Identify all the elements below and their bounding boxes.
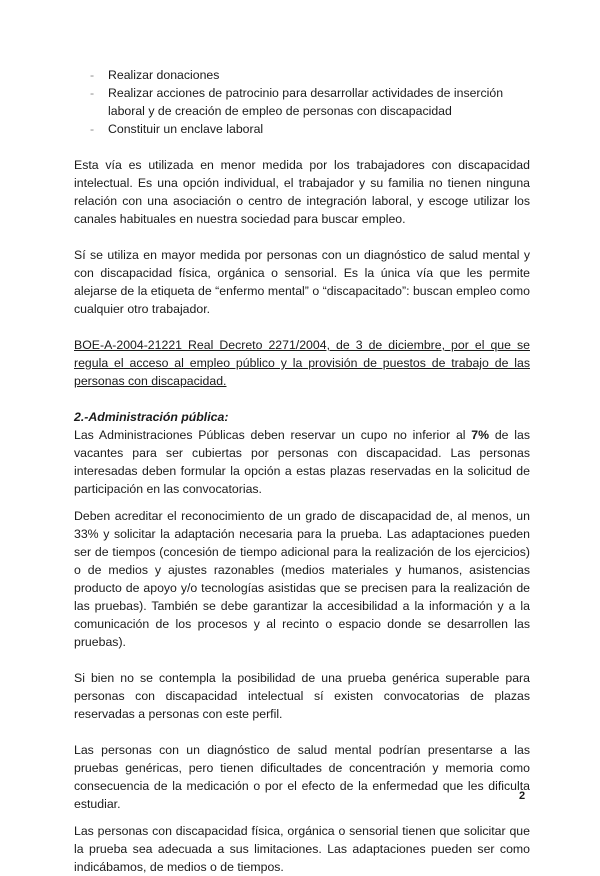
bullet-list bbox=[90, 66, 530, 138]
list-item-text: Realizar acciones de patrocinio para desarrollar actividades de inserción laboral y de creación de empleo de personas con discapacidad bbox=[108, 86, 504, 118]
bullet-marker: - bbox=[90, 122, 95, 136]
section-heading: 2.-Administración pública: bbox=[74, 410, 229, 424]
paragraph-mental-health-exams: Las personas con un diagnóstico de salud mental podrían presentarse a las pruebas genéricas, pero tienen dificultades de concentración y memoria como consecuencia de la medicación o por el efecto de la enfermedad que les dificulta estudiar. bbox=[74, 743, 530, 811]
paragraph-public-administration bbox=[74, 426, 530, 498]
quota-percentage: 7% bbox=[471, 428, 490, 442]
boe-reference-link[interactable]: BOE-A-2004-21221 Real Decreto 2271/2004, de 3 de diciembre, por el que se regula el acceso al empleo público y la provisión de puestos de trabajo de las personas con discapacidad. bbox=[74, 338, 530, 388]
paragraph-intellectual-disability: Esta vía es utilizada en menor medida por los trabajadores con discapacidad intelectual. Es una opción individual, el trabajador y su familia no tienen ninguna relación con una asociación o centro de integración laboral, y escoge utilizar los canales habituales en nuestra sociedad para buscar empleo. bbox=[74, 158, 530, 226]
document-page bbox=[74, 66, 530, 876]
list-item bbox=[90, 120, 530, 138]
paragraph-text: de las vacantes para ser cubiertas por personas con discapacidad. Las personas interesadas deben formular la opción a estas plazas reservadas en la solicitud de participación en las convocatorias. bbox=[74, 428, 530, 496]
list-item bbox=[90, 66, 530, 84]
list-item bbox=[90, 84, 530, 120]
paragraph-text: Las Administraciones Públicas deben reservar un cupo no inferior al bbox=[74, 428, 472, 442]
paragraph-intellectual-exams: Si bien no se contempla la posibilidad de una prueba genérica superable para personas con discapacidad intelectual sí existen convocatorias de plazas reservadas a personas con este perfil. bbox=[74, 671, 530, 721]
bullet-marker: - bbox=[90, 68, 95, 82]
paragraph-mental-health: Sí se utiliza en mayor medida por personas con un diagnóstico de salud mental y con discapacidad física, orgánica o sensorial. Es la única vía que les permite alejarse de la etiqueta de “enfermo mental” o “discapacitado”: buscan empleo como cualquier otro trabajador. bbox=[74, 248, 530, 316]
list-item-text: Realizar donaciones bbox=[108, 68, 220, 82]
page-number: 2 bbox=[519, 790, 526, 802]
paragraph-physical-disability: Las personas con discapacidad física, orgánica o sensorial tienen que solicitar que la prueba sea adecuada a sus limitaciones. Las adaptaciones pueden ser como indicábamos, de medios o de tiempos. bbox=[74, 824, 530, 874]
paragraph-requirements: Deben acreditar el reconocimiento de un grado de discapacidad de, al menos, un 33% y solicitar la adaptación necesaria para la prueba. Las adaptaciones pueden ser de tiempos (concesión de tiempo adicional para la realización de los ejercicios) o de medios y ajustes razonables (medios materiales y humanos, asistencias producto de apoyo y/o tecnologías asistidas que se precisen para la realización de las pruebas). También se debe garantizar la accesibilidad a la información y a la comunicación de los procesos y al recinto o espacio donde se desarrollen las pruebas). bbox=[74, 509, 530, 649]
bullet-marker: - bbox=[90, 86, 95, 100]
list-item-text: Constituir un enclave laboral bbox=[108, 122, 264, 136]
